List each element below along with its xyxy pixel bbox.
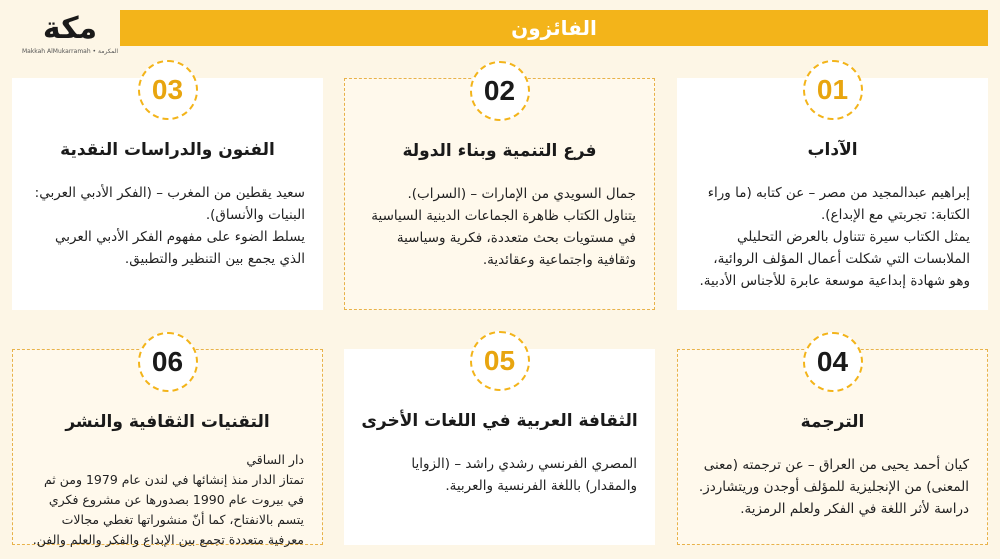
card-text: سعيد يقطين من المغرب – (الفكر الأدبي العربي: البنيات والأنساق). bbox=[34, 185, 305, 223]
card-text: يمثل الكتاب سيرة تتناول بالعرض التحليلي الملابسات التي شكلت أعمال المؤلف الروائية، وهو شهادة إبداعية موسعة عابرة للأجناس الأدبية. bbox=[699, 229, 970, 289]
card-arabic-culture bbox=[344, 345, 655, 545]
card-title: فرع التنمية وبناء الدولة bbox=[402, 141, 597, 161]
card-body bbox=[30, 182, 305, 270]
card-text: يسلط الضوء على مفهوم الفكر الأدبي العربي الذي يجمع بين التنظير والتطبيق. bbox=[54, 229, 305, 267]
logo-mark: مكة bbox=[42, 11, 98, 46]
card-body bbox=[362, 453, 637, 497]
card-body bbox=[31, 450, 304, 550]
card-development bbox=[344, 75, 655, 310]
card-text: المصري الفرنسي رشدي راشد – (الزوايا والمقدار) باللغة الفرنسية والعربية. bbox=[411, 456, 637, 494]
card-text: دار الساقي bbox=[246, 452, 304, 467]
card-number-badge: 03 bbox=[138, 60, 198, 120]
card-body bbox=[696, 454, 969, 520]
logo-subtitle: Makkah AlMukarramah • المكرمة bbox=[21, 48, 119, 55]
card-text: إبراهيم عبدالمجيد من مصر – عن كتابه (ما وراء الكتابة: تجربتي مع الإبداع). bbox=[707, 185, 970, 223]
card-number-badge: 01 bbox=[803, 60, 863, 120]
card-text: تمتاز الدار منذ إنشائها في لندن عام 1979 ومن ثم في بيروت عام 1990 بصدورها عن مشروع فكري يتسم بالانفتاح، كما أنّ منشوراتها تغطي مجالات معرفية متعددة تجمع بين الإبداع والفكر والعلم والفن. bbox=[32, 472, 304, 547]
card-text: يتناول الكتاب ظاهرة الجماعات الدينية السياسية في مستويات بحث متعددة، فكرية وسياسية وثقافية واجتماعية وعقائدية. bbox=[371, 208, 636, 268]
card-title: الفنون والدراسات النقدية bbox=[60, 140, 275, 160]
card-publishing bbox=[12, 346, 323, 547]
card-translation bbox=[677, 346, 988, 545]
card-title: التقنيات الثقافية والنشر bbox=[65, 412, 270, 432]
card-text: جمال السويدي من الإمارات – (السراب). bbox=[407, 186, 636, 202]
logo bbox=[20, 12, 120, 64]
card-arts-criticism bbox=[12, 74, 323, 310]
card-title: الترجمة bbox=[800, 412, 865, 432]
card-text: دراسة لأثر اللغة في الفكر ولعلم الرمزية. bbox=[740, 501, 969, 517]
card-title: الآداب bbox=[807, 140, 858, 160]
card-body bbox=[695, 182, 970, 292]
card-number-badge: 02 bbox=[470, 61, 530, 121]
card-literature bbox=[677, 74, 988, 310]
card-body bbox=[363, 183, 636, 271]
card-number-badge: 06 bbox=[138, 332, 198, 392]
card-number-badge: 04 bbox=[803, 332, 863, 392]
card-number-badge: 05 bbox=[470, 331, 530, 391]
card-title: الثقافة العربية في اللغات الأخرى bbox=[361, 411, 638, 431]
page-title: الفائزون bbox=[511, 16, 597, 40]
card-text: كيان أحمد يحيى من العراق – عن ترجمته (معنى المعنى) من الإنجليزية للمؤلف أوجدن وريتشاردز. bbox=[698, 457, 969, 495]
header-bar bbox=[120, 10, 988, 46]
